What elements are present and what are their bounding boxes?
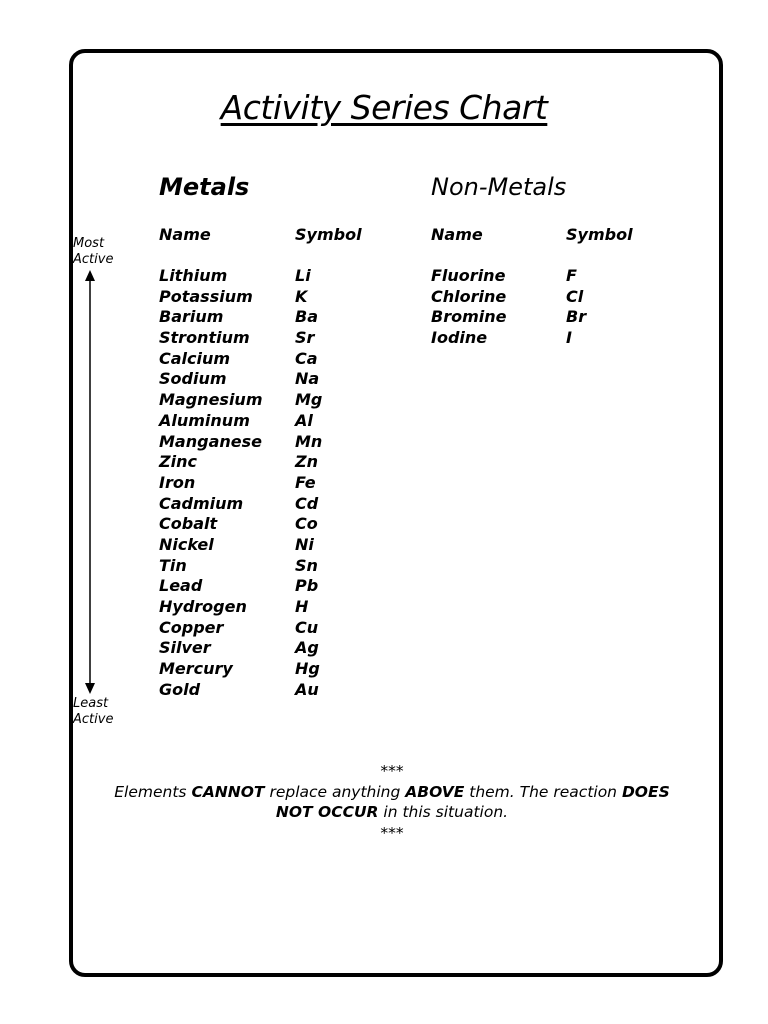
metal-name: Magnesium bbox=[159, 390, 263, 410]
metal-name: Cadmium bbox=[159, 493, 244, 513]
metal-symbol: Mg bbox=[295, 390, 323, 410]
metal-name: Cobalt bbox=[159, 514, 218, 534]
metal-symbol: Ag bbox=[295, 638, 319, 658]
nonmetals-symbol-header: Symbol bbox=[566, 225, 633, 244]
nonmetals-symbol-list bbox=[566, 266, 586, 349]
note-stars-top: *** bbox=[380, 762, 404, 780]
nonmetal-name: Chlorine bbox=[431, 286, 507, 306]
nonmetal-symbol: I bbox=[566, 328, 572, 348]
active-label-bottom: Active bbox=[73, 712, 114, 727]
metal-name: Strontium bbox=[159, 328, 250, 348]
replacement-note bbox=[100, 761, 684, 843]
metal-name: Lead bbox=[159, 576, 203, 596]
note-text-part: Elements bbox=[114, 782, 192, 801]
metal-name: Mercury bbox=[159, 659, 233, 679]
metals-name-list bbox=[159, 266, 262, 700]
metal-symbol: Co bbox=[295, 514, 318, 534]
metal-name: Hydrogen bbox=[159, 597, 247, 616]
note-text-part: them. The reaction bbox=[464, 782, 622, 801]
metal-symbol: K bbox=[295, 286, 308, 306]
metal-symbol: Pb bbox=[295, 576, 319, 596]
metal-name: Copper bbox=[159, 617, 224, 637]
metal-name: Potassium bbox=[159, 286, 253, 306]
most-active-label bbox=[73, 236, 113, 268]
note-text-part: in this situation. bbox=[378, 803, 509, 821]
metals-symbol-header: Symbol bbox=[295, 225, 362, 244]
active-label-top: Active bbox=[73, 252, 114, 267]
note-stars-bottom: *** bbox=[380, 823, 404, 842]
metal-symbol: Al bbox=[295, 410, 313, 430]
metal-symbol: Sr bbox=[295, 328, 315, 348]
note-text bbox=[100, 782, 684, 823]
note-text-part: replace anything bbox=[264, 782, 406, 801]
nonmetal-symbol: Cl bbox=[566, 286, 584, 306]
most-label: Most bbox=[73, 236, 105, 251]
page-title: Activity Series Chart bbox=[220, 88, 548, 127]
metal-symbol: H bbox=[295, 597, 309, 616]
metal-symbol: Mn bbox=[295, 431, 323, 451]
metals-heading: Metals bbox=[159, 173, 250, 201]
metal-name: Lithium bbox=[159, 266, 228, 285]
nonmetal-name: Fluorine bbox=[431, 266, 506, 285]
metal-symbol: Ba bbox=[295, 307, 318, 327]
metal-name: Nickel bbox=[159, 534, 214, 554]
least-label: Least bbox=[73, 696, 109, 711]
nonmetals-name-header: Name bbox=[431, 225, 483, 244]
metal-symbol: Cu bbox=[295, 617, 319, 637]
metal-name: Calcium bbox=[159, 348, 231, 368]
metal-name: Barium bbox=[159, 307, 224, 327]
metals-symbol-list bbox=[295, 266, 322, 700]
nonmetals-heading: Non-Metals bbox=[431, 173, 567, 201]
metal-symbol: Ni bbox=[295, 534, 314, 554]
nonmetals-name-list bbox=[431, 266, 506, 349]
metal-symbol: Ca bbox=[295, 348, 318, 368]
metal-symbol: Zn bbox=[295, 452, 318, 472]
metal-name: Tin bbox=[159, 555, 187, 575]
metal-symbol: Na bbox=[295, 369, 320, 389]
metal-name: Manganese bbox=[159, 431, 262, 451]
metal-name: Aluminum bbox=[159, 410, 250, 430]
metal-symbol: Au bbox=[295, 679, 319, 699]
metal-name: Gold bbox=[159, 679, 201, 699]
note-emphasis-above: ABOVE bbox=[405, 782, 465, 801]
metal-symbol: Cd bbox=[295, 493, 319, 513]
metal-name: Silver bbox=[159, 638, 211, 658]
least-active-label bbox=[73, 696, 113, 728]
note-emphasis-cannot: CANNOT bbox=[191, 782, 265, 801]
activity-arrow-icon bbox=[80, 268, 100, 698]
note-emphasis-does-not-occur: DOES NOT OCCUR bbox=[275, 782, 670, 821]
metal-name: Iron bbox=[159, 472, 196, 492]
metals-name-header: Name bbox=[159, 225, 211, 244]
metal-name: Zinc bbox=[159, 452, 197, 472]
metal-symbol: Hg bbox=[295, 659, 320, 679]
nonmetal-symbol: F bbox=[566, 266, 577, 285]
metal-symbol: Sn bbox=[295, 555, 318, 575]
metal-symbol: Li bbox=[295, 266, 311, 285]
metal-name: Sodium bbox=[159, 369, 227, 389]
nonmetal-symbol: Br bbox=[566, 307, 587, 327]
metal-symbol: Fe bbox=[295, 472, 316, 492]
nonmetal-name: Iodine bbox=[431, 328, 488, 348]
nonmetal-name: Bromine bbox=[431, 307, 507, 327]
